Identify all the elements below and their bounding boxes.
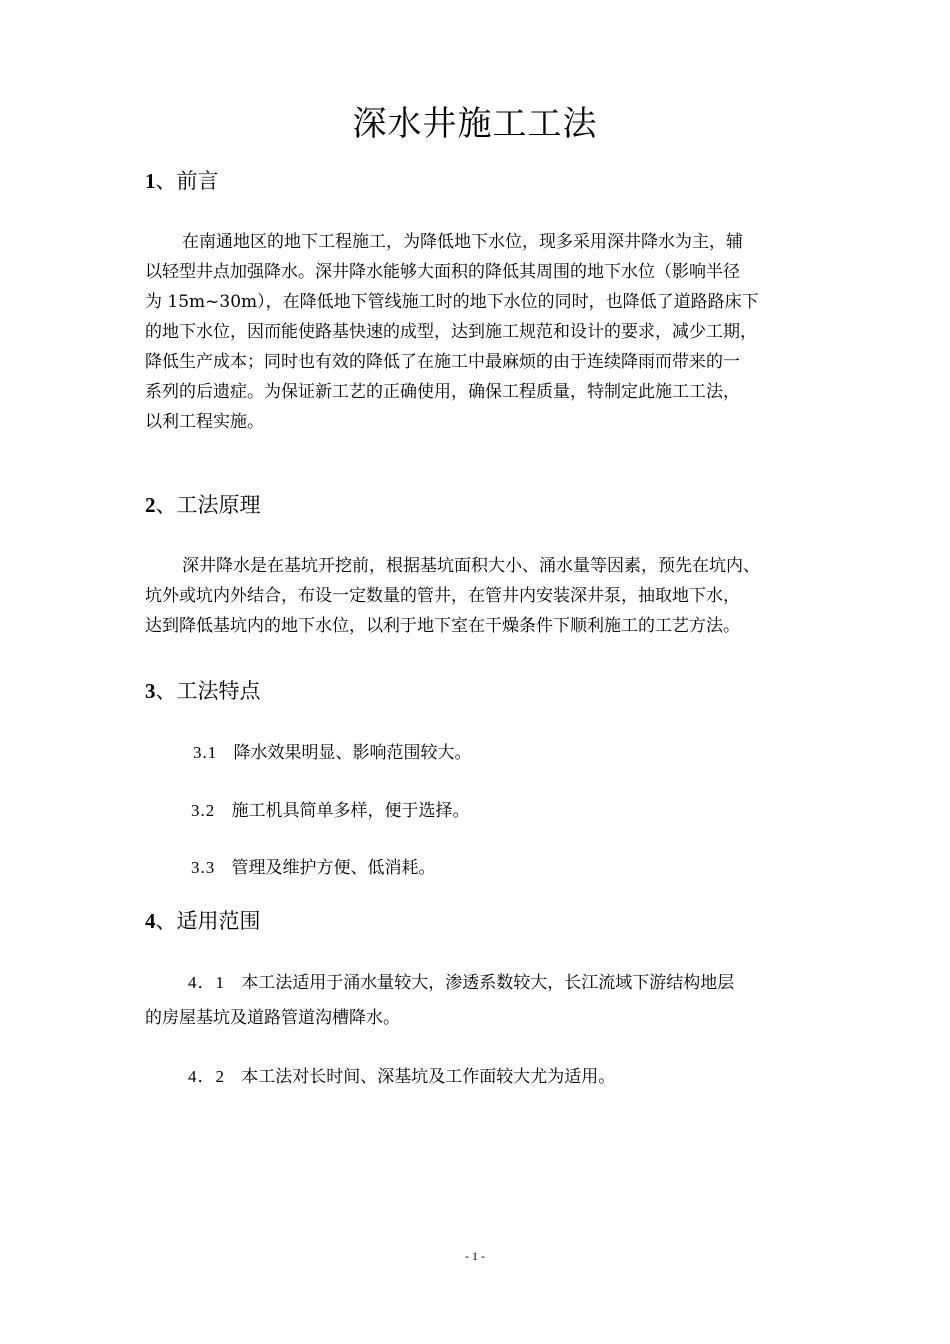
section-number: 4 [145,909,156,933]
page-number: - 1 - [465,1249,485,1263]
scope-item-4-1-continued [145,1003,400,1033]
section-number: 3 [145,679,156,703]
item-number: 3.2 [191,801,216,820]
item-text: 降水效果明显、影响范围较大。 [233,743,472,763]
item-number: 4．1 [188,973,225,992]
paragraph-line: 深井降水是在基坑开挖前，根据基坑面积大小、涌水量等因素，预先在坑内、 [182,556,760,576]
feature-item-3-2 [191,796,469,826]
item-text: 的房屋基坑及道路管道沟槽降水。 [145,1008,400,1028]
paragraph-line: 为 15m~30m），在降低地下管线施工时的地下水位的同时，也降低了道路路床下 [145,292,759,312]
section-paragraph-1 [145,227,809,437]
section-heading-text: 、工法特点 [155,679,261,703]
scope-item-4-1 [188,968,734,998]
section-number: 2 [145,493,156,517]
item-text: 本工法对长时间、深基坑及工作面较大尤为适用。 [241,1067,616,1087]
scope-item-4-2 [188,1062,615,1092]
document-title: 深水井施工工法 [352,104,598,144]
item-text: 本工法适用于涌水量较大，渗透系数较大，长江流域下游结构地层 [241,973,735,993]
paragraph-line: 系列的后遗症。为保证新工艺的正确使用，确保工程质量，特制定此施工工法， [145,382,740,402]
feature-item-3-1 [193,738,471,768]
section-heading-3 [145,676,261,706]
section-heading-4 [145,906,261,936]
item-number: 4．2 [188,1067,225,1086]
paragraph-line: 在南通地区的地下工程施工，为降低地下水位，现多采用深井降水为主，辅 [182,232,743,252]
section-paragraph-2 [145,551,809,641]
paragraph-line: 降低生产成本；同时也有效的降低了在施工中最麻烦的由于连续降雨而带来的一 [145,352,740,372]
paragraph-line: 达到降低基坑内的地下水位，以利于地下室在干燥条件下顺利施工的工艺方法。 [145,616,740,636]
section-heading-2 [145,490,261,520]
item-number: 3.3 [191,858,216,877]
item-text: 管理及维护方便、低消耗。 [231,858,436,878]
paragraph-line: 坑外或坑内外结合，布设一定数量的管井，在管井内安装深井泵，抽取地下水， [145,586,740,606]
section-heading-text: 、工法原理 [155,493,261,517]
section-heading-text: 、适用范围 [155,909,261,933]
item-text: 施工机具简单多样，便于选择。 [231,801,470,821]
item-number: 3.1 [193,743,218,762]
paragraph-line: 以利工程实施。 [145,412,264,432]
section-heading-text: 、前言 [155,169,219,193]
feature-item-3-3 [191,853,435,883]
section-heading-1 [145,166,219,196]
paragraph-line: 以轻型井点加强降水。深井降水能够大面积的降低其周围的地下水位（影响半径 [145,262,740,282]
paragraph-line: 的地下水位，因而能使路基快速的成型，达到施工规范和设计的要求，减少工期， [145,322,757,342]
section-number: 1 [145,169,156,193]
